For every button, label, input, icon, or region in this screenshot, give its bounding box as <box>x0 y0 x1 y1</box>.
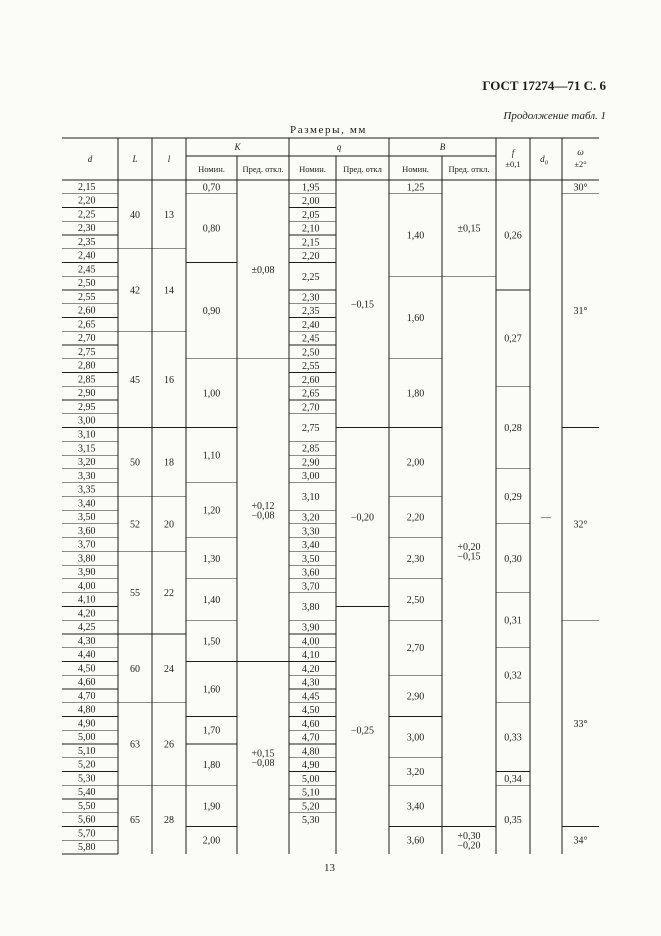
q-nominal-value: 5,00 <box>302 773 320 785</box>
f-value: 0,35 <box>504 815 522 827</box>
d-value: 5,80 <box>78 842 96 854</box>
d-value: 2,55 <box>78 291 96 303</box>
d-value: 3,15 <box>78 443 96 455</box>
header-K: K <box>234 142 241 152</box>
f-value: 0,31 <box>504 615 522 627</box>
l-value: 20 <box>164 519 174 531</box>
header-omega: ω <box>577 147 584 157</box>
d-value: 2,65 <box>78 319 96 331</box>
B-deviation-value: ±0,15 <box>457 223 481 235</box>
header-L: L <box>132 154 138 164</box>
q-nominal-value: 2,20 <box>302 251 320 263</box>
L-value: 45 <box>130 374 140 386</box>
K-nominal-value: 1,20 <box>202 505 221 517</box>
d-value: 4,60 <box>78 677 96 689</box>
q-nominal-value: 4,10 <box>302 650 320 662</box>
B-nominal-value: 3,20 <box>406 766 425 778</box>
q-nominal-value: 2,40 <box>302 319 320 331</box>
header-B: B <box>439 142 446 152</box>
d-value: 3,90 <box>78 567 96 579</box>
d0-value: — <box>541 512 551 524</box>
d-value: 5,60 <box>78 814 96 826</box>
q-nominal-value: 5,10 <box>302 787 320 799</box>
q-nominal-value: 3,90 <box>302 622 320 634</box>
header-K-deviation: Пред. откл. <box>242 164 284 174</box>
d-value: 3,00 <box>78 415 96 427</box>
d-value: 3,80 <box>78 553 96 565</box>
d-value: 5,30 <box>78 773 96 785</box>
d-value: 4,90 <box>78 718 96 730</box>
L-value: 50 <box>130 457 140 469</box>
q-nominal-value: 2,35 <box>302 306 320 318</box>
d-value: 3,70 <box>78 539 96 551</box>
B-nominal-value: 2,90 <box>406 691 425 703</box>
q-nominal-value: 3,00 <box>302 471 320 483</box>
B-nominal-value: 2,30 <box>406 553 425 565</box>
table-continuation-label: Продолжение табл. 1 <box>503 110 606 122</box>
K-nominal-value: 0,80 <box>202 223 221 235</box>
header-B-nominal: Номин. <box>402 164 429 174</box>
q-nominal-value: 2,65 <box>302 388 320 400</box>
l-value: 13 <box>164 209 174 221</box>
d-value: 2,45 <box>78 264 96 276</box>
B-nominal-value: 2,20 <box>406 512 425 524</box>
L-value: 40 <box>130 209 140 221</box>
d-value: 3,35 <box>78 484 96 496</box>
header-d0: $d_0$ <box>540 154 548 167</box>
q-deviation-value: −0,20 <box>350 512 375 524</box>
B-nominal-value: 1,60 <box>406 313 425 325</box>
K-nominal-value: 1,80 <box>202 760 221 772</box>
q-nominal-value: 4,20 <box>302 663 320 675</box>
f-value: 0,28 <box>504 423 522 435</box>
d-value: 2,75 <box>78 346 96 358</box>
q-deviation-value: −0,15 <box>350 299 375 311</box>
d-value: 2,90 <box>78 388 96 400</box>
q-nominal-value: 2,10 <box>302 223 320 235</box>
B-nominal-value: 2,00 <box>406 457 425 469</box>
d-value: 3,60 <box>78 525 96 537</box>
d-value: 4,00 <box>78 580 96 592</box>
d-value: 4,20 <box>78 608 96 620</box>
header-f: f <box>511 148 515 158</box>
B-deviation-value: +0,30 <box>457 830 481 842</box>
q-nominal-value: 2,45 <box>302 333 320 345</box>
B-nominal-value: 2,50 <box>406 595 425 607</box>
omega-value: 33° <box>573 718 588 730</box>
d-value: 3,50 <box>78 512 96 524</box>
q-nominal-value: 2,85 <box>302 443 320 455</box>
q-nominal-value: 2,30 <box>302 292 320 304</box>
header-d0-subscript: 0 <box>544 159 548 167</box>
q-nominal-value: 4,00 <box>302 636 320 648</box>
d-value: 4,40 <box>78 649 96 661</box>
d-value: 2,35 <box>78 236 96 248</box>
K-nominal-value: 2,00 <box>202 835 221 847</box>
L-value: 42 <box>130 285 140 297</box>
K-nominal-value: 1,30 <box>202 553 221 565</box>
d-value: 4,50 <box>78 663 96 675</box>
page-number: 13 <box>324 862 335 874</box>
document-header: ГОСТ 17274—71 С. 6 <box>482 78 606 93</box>
K-nominal-value: 1,90 <box>202 801 221 813</box>
d-value: 2,25 <box>78 209 96 221</box>
K-deviation-value: +0,15 <box>251 748 275 760</box>
B-nominal-value: 1,25 <box>406 182 425 194</box>
K-deviation-value: +0,12 <box>251 500 275 512</box>
omega-value: 32° <box>573 519 588 531</box>
l-value: 24 <box>164 663 174 675</box>
q-nominal-value: 2,60 <box>302 374 320 386</box>
K-deviation-value: ±0,08 <box>251 264 275 276</box>
header-q-nominal: Номин. <box>299 164 326 174</box>
L-value: 65 <box>130 815 140 827</box>
q-nominal-value: 5,30 <box>302 815 320 827</box>
K-nominal-value: 1,70 <box>202 725 221 737</box>
d-value: 2,70 <box>78 333 96 345</box>
l-value: 28 <box>164 815 174 827</box>
L-value: 60 <box>130 663 140 675</box>
d-value: 3,20 <box>78 457 96 469</box>
f-value: 0,26 <box>504 230 522 242</box>
B-nominal-value: 3,00 <box>406 732 425 744</box>
K-nominal-value: 1,40 <box>202 595 221 607</box>
q-nominal-value: 4,90 <box>302 760 320 772</box>
q-nominal-value: 3,10 <box>302 491 320 503</box>
d-value: 4,25 <box>78 622 96 634</box>
header-K-nominal: Номин. <box>198 164 225 174</box>
d-value: 2,80 <box>78 360 96 372</box>
K-deviation-value: −0,08 <box>251 510 275 522</box>
d-value: 5,10 <box>78 745 96 757</box>
K-nominal-value: 1,00 <box>202 388 221 400</box>
q-nominal-value: 2,70 <box>302 402 320 414</box>
d-value: 3,10 <box>78 429 96 441</box>
d-value: 5,50 <box>78 800 96 812</box>
L-value: 55 <box>130 588 140 600</box>
header-q: q <box>336 142 342 152</box>
L-value: 52 <box>130 519 140 531</box>
header-d: d <box>87 154 93 164</box>
d-value: 5,20 <box>78 759 96 771</box>
l-value: 18 <box>164 457 174 469</box>
omega-value: 31° <box>573 306 588 318</box>
header-q-deviation: Пред. откл <box>343 164 382 174</box>
B-nominal-value: 2,70 <box>406 643 425 655</box>
K-deviation-value: −0,08 <box>251 757 275 769</box>
q-nominal-value: 2,50 <box>302 347 320 359</box>
d-value: 5,40 <box>78 787 96 799</box>
d-value: 5,70 <box>78 828 96 840</box>
d-value: 2,50 <box>78 278 96 290</box>
q-nominal-value: 3,50 <box>302 553 320 565</box>
q-nominal-value: 1,95 <box>302 182 320 194</box>
d-value: 2,30 <box>78 223 96 235</box>
q-nominal-value: 2,55 <box>302 361 320 373</box>
header-B-deviation: Пред. откл. <box>448 164 490 174</box>
q-nominal-value: 4,30 <box>302 677 320 689</box>
d-value: 2,85 <box>78 374 96 386</box>
q-nominal-value: 4,60 <box>302 718 320 730</box>
K-nominal-value: 0,90 <box>202 306 221 318</box>
K-nominal-value: 1,10 <box>202 450 221 462</box>
header-omega-tolerance: ±2° <box>574 159 587 169</box>
d-value: 2,40 <box>78 250 96 262</box>
l-value: 16 <box>164 374 174 386</box>
B-deviation-value: −0,20 <box>457 840 481 852</box>
B-nominal-value: 3,60 <box>406 835 425 847</box>
d-value: 3,30 <box>78 470 96 482</box>
f-value: 0,32 <box>504 670 522 682</box>
f-value: 0,27 <box>504 333 522 345</box>
d-value: 4,30 <box>78 635 96 647</box>
d-value: 2,95 <box>78 401 96 413</box>
header-l: l <box>167 154 171 164</box>
f-value: 0,30 <box>504 553 522 565</box>
q-nominal-value: 3,40 <box>302 540 320 552</box>
sizes-caption: Размеры, мм <box>290 124 367 136</box>
header-f-tolerance: ±0,1 <box>505 159 521 169</box>
q-nominal-value: 4,70 <box>302 732 320 744</box>
q-nominal-value: 2,05 <box>302 209 320 221</box>
d-value: 5,00 <box>78 732 96 744</box>
q-nominal-value: 2,00 <box>302 196 320 208</box>
d-value: 2,15 <box>78 181 96 193</box>
K-nominal-value: 1,60 <box>202 684 221 696</box>
B-nominal-value: 3,40 <box>406 801 425 813</box>
K-nominal-value: 1,50 <box>202 636 221 648</box>
omega-value: 30° <box>573 182 588 194</box>
q-nominal-value: 3,70 <box>302 581 320 593</box>
d-value: 4,80 <box>78 704 96 716</box>
l-value: 22 <box>164 588 174 600</box>
q-nominal-value: 2,25 <box>302 271 320 283</box>
B-deviation-value: −0,15 <box>457 551 481 563</box>
omega-value: 34° <box>573 835 588 847</box>
q-nominal-value: 3,80 <box>302 601 320 613</box>
d-value: 2,60 <box>78 305 96 317</box>
B-deviation-value: +0,20 <box>457 542 481 554</box>
q-nominal-value: 4,80 <box>302 746 320 758</box>
q-deviation-value: −0,25 <box>350 725 375 737</box>
q-nominal-value: 2,75 <box>302 423 320 435</box>
q-nominal-value: 3,60 <box>302 567 320 579</box>
q-nominal-value: 3,30 <box>302 526 320 538</box>
d-value: 3,40 <box>78 498 96 510</box>
d-value: 2,20 <box>78 195 96 207</box>
f-value: 0,33 <box>504 732 522 744</box>
q-nominal-value: 4,50 <box>302 705 320 717</box>
L-value: 63 <box>130 739 140 751</box>
q-nominal-value: 2,90 <box>302 457 320 469</box>
q-nominal-value: 5,20 <box>302 801 320 813</box>
B-nominal-value: 1,80 <box>406 388 425 400</box>
l-value: 14 <box>164 285 174 297</box>
q-nominal-value: 3,20 <box>302 512 320 524</box>
f-value: 0,29 <box>504 491 522 503</box>
d-value: 4,70 <box>78 690 96 702</box>
K-nominal-value: 0,70 <box>202 182 221 194</box>
l-value: 26 <box>164 739 174 751</box>
B-nominal-value: 1,40 <box>406 230 425 242</box>
d-value: 4,10 <box>78 594 96 606</box>
f-value: 0,34 <box>504 773 522 785</box>
q-nominal-value: 4,45 <box>302 691 320 703</box>
q-nominal-value: 2,15 <box>302 237 320 249</box>
